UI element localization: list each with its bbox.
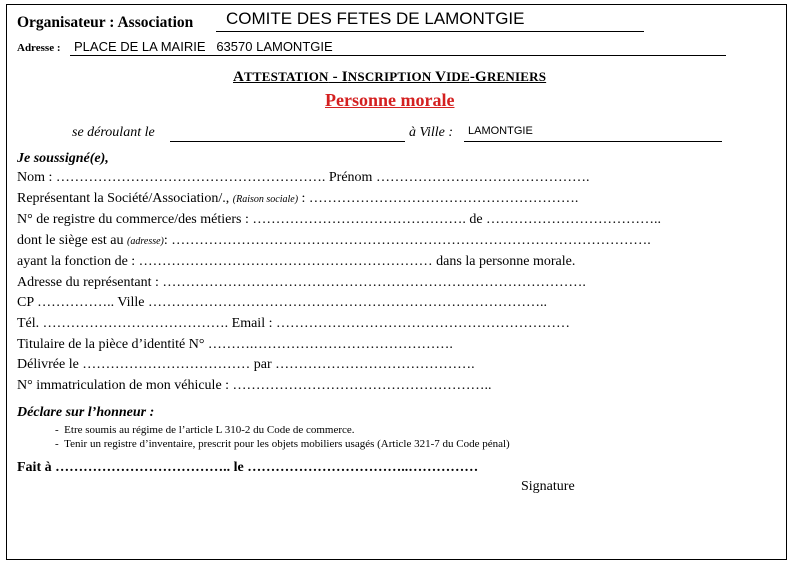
event-date-label: se déroulant le xyxy=(72,125,155,140)
tel-email-row[interactable]: Tél. …………………………………. Email : ……………………………………………………… xyxy=(17,316,570,331)
declaration-item: - Etre soumis au régime de l’article L 310-2 du Code de commerce. xyxy=(55,424,355,436)
societe-hint: (Raison sociale) xyxy=(232,194,299,205)
event-city-value[interactable]: LAMONTGIE xyxy=(468,125,533,137)
siege-row[interactable] xyxy=(17,233,651,249)
adresse-representant-row[interactable]: Adresse du représentant : ………………………………………………………………………………. xyxy=(17,275,586,290)
fait-a-row[interactable]: Fait à ……………………………….. le ……………………………..…………… xyxy=(17,460,479,475)
nom-prenom-row[interactable]: Nom : …………………………………………………. Prénom ………………………………………. xyxy=(17,170,590,185)
event-city-underline xyxy=(464,141,722,142)
declaration-heading: Déclare sur l’honneur : xyxy=(17,405,155,420)
societe-dots: : …………………………………………………. xyxy=(298,191,579,206)
form-heading: Je soussigné(e), xyxy=(17,151,109,166)
siege-label: dont le siège est au xyxy=(17,233,128,248)
event-date-field[interactable] xyxy=(170,141,405,142)
piece-identite-row[interactable]: Titulaire de la pièce d’identité N° ……….……………………………………. xyxy=(17,337,453,352)
signature-label: Signature xyxy=(521,479,575,494)
siege-hint: (adresse) xyxy=(127,236,164,247)
address-value[interactable]: PLACE DE LA MAIRIE 63570 LAMONTGIE xyxy=(74,39,333,54)
organizer-label: Organisateur : Association xyxy=(17,14,194,31)
societe-label: Représentant la Société/Association/., xyxy=(17,191,233,206)
fonction-row[interactable]: ayant la fonction de : ……………………………………………………… dans la personne morale. xyxy=(17,254,576,269)
immatriculation-row[interactable]: N° immatriculation de mon véhicule : ……………………………………………….. xyxy=(17,378,492,393)
registre-row[interactable]: N° de registre du commerce/des métiers : ………………………………………. de ……………………………….. xyxy=(17,212,662,227)
address-label: Adresse : xyxy=(17,42,61,54)
declaration-item: - Tenir un registre d’inventaire, prescrit pour les objets mobiliers usagés (Article 321-7 du Code pénal) xyxy=(55,438,510,450)
bullet-dash-icon: - xyxy=(55,438,65,450)
page-title: ATTESTATION - INSCRIPTION VIDE-GRENIERS xyxy=(233,69,547,85)
page-subtitle: Personne morale xyxy=(325,90,455,110)
organizer-value[interactable]: COMITE DES FETES DE LAMONTGIE xyxy=(226,9,525,28)
cp-ville-row[interactable]: CP …………….. Ville ………………………………………………………………………….. xyxy=(17,295,548,310)
siege-dots: : …………………………………………………………………………………………. xyxy=(163,233,651,248)
event-city-label: à Ville : xyxy=(409,125,454,140)
delivree-row[interactable]: Délivrée le ……………………………… par ……………………………………. xyxy=(17,357,475,372)
organizer-underline xyxy=(216,31,644,32)
bullet-dash-icon: - xyxy=(55,424,65,436)
societe-row[interactable] xyxy=(17,191,578,207)
address-underline xyxy=(70,55,726,56)
